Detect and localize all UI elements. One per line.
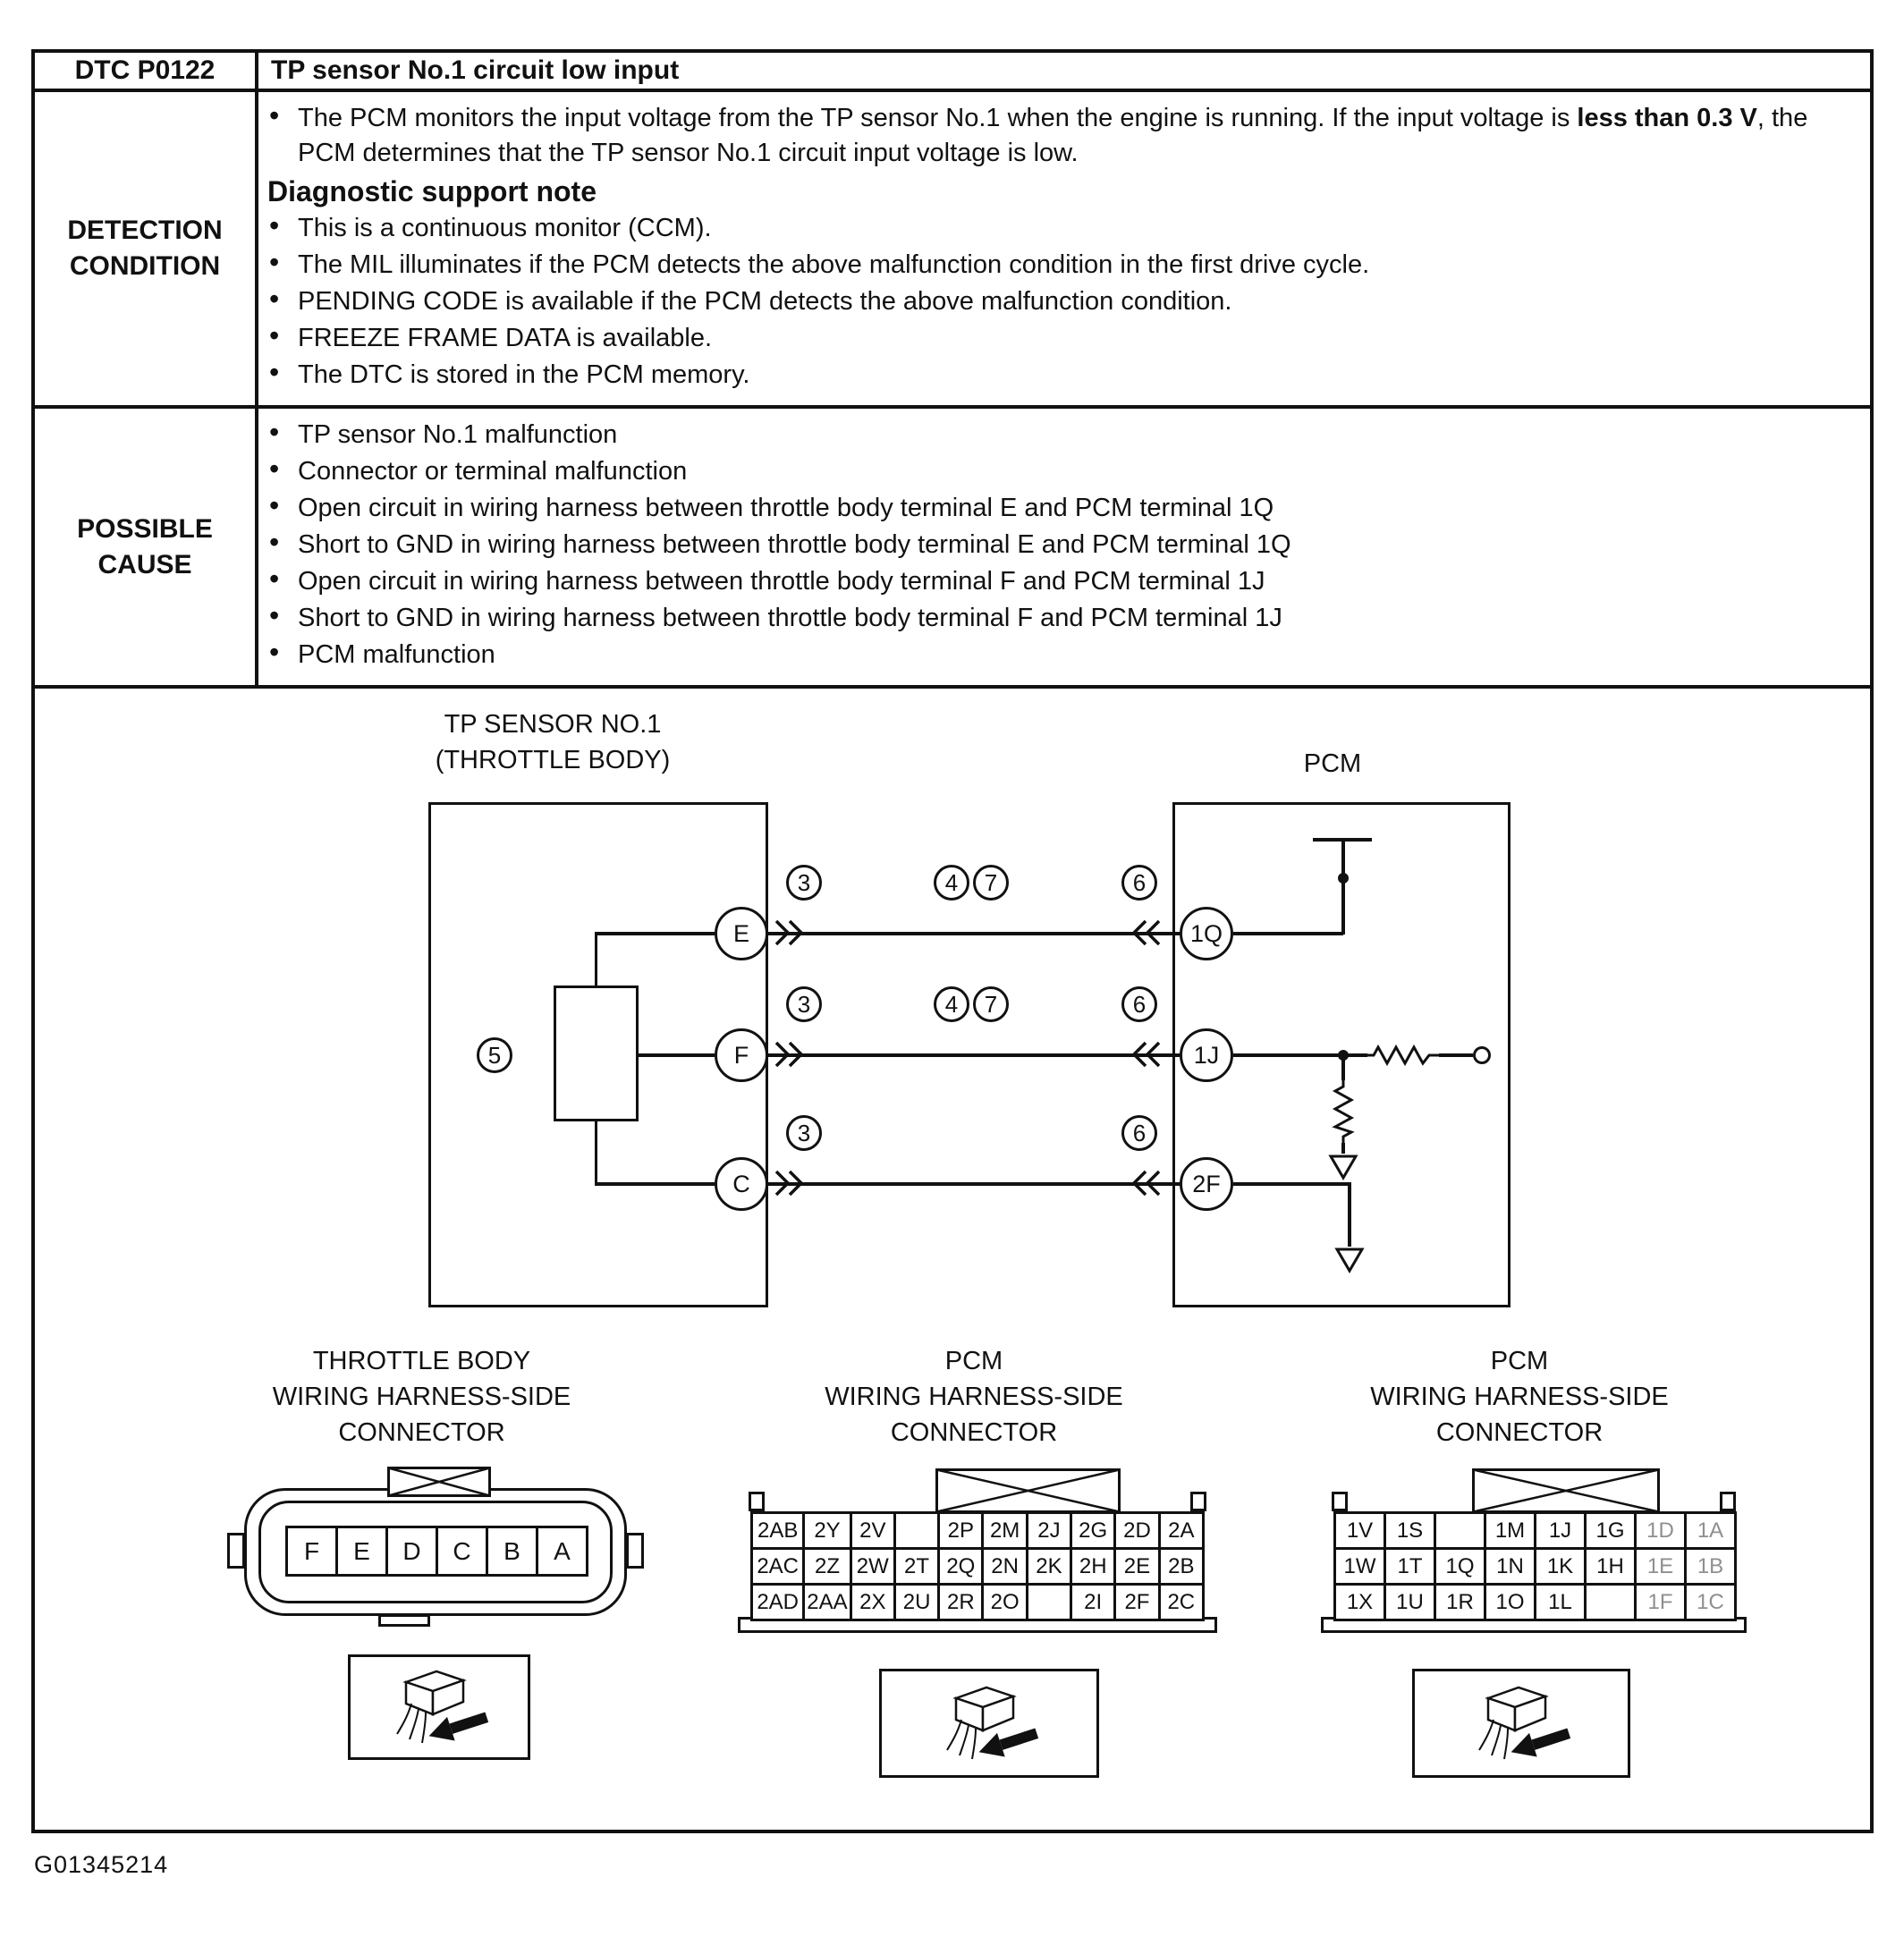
- callout-6: 6: [1121, 1115, 1157, 1151]
- bullet-item: [298, 101, 1859, 171]
- pin-cell-empty: [894, 1513, 938, 1549]
- bullet-item: • PCM malfunction: [298, 638, 1859, 672]
- possible-cause-bullet-list: [266, 418, 1859, 672]
- wire: [1348, 1184, 1351, 1247]
- diagnostic-support-note-heading: Diagnostic support note: [267, 175, 597, 207]
- callout-7: 7: [973, 865, 1009, 901]
- connector-notch: [1332, 1492, 1348, 1511]
- bullet-item: • PENDING CODE is available if the PCM detects the above malfunction condition.: [298, 284, 1859, 319]
- title-line: CONNECTOR: [890, 1418, 1058, 1447]
- title-line: WIRING HARNESS-SIDE: [1370, 1383, 1669, 1411]
- chevron-right-icon: [774, 918, 806, 947]
- pin-cell: 2AB: [752, 1513, 804, 1549]
- callout-5: 5: [477, 1037, 512, 1073]
- connector-view-icon: [931, 1679, 1047, 1768]
- wiring-diagram-cell: [33, 687, 1872, 1831]
- callout-6: 6: [1121, 986, 1157, 1022]
- pcm-label: PCM: [1303, 749, 1362, 778]
- pin-cell: 2J: [1027, 1513, 1070, 1549]
- keyway-icon: [1472, 1468, 1660, 1513]
- open-terminal-icon: [1473, 1046, 1491, 1064]
- bullet-item: • FREEZE FRAME DATA is available.: [298, 321, 1859, 356]
- pin-cell: 2I: [1071, 1585, 1115, 1620]
- pin-cell: 1C: [1686, 1585, 1736, 1620]
- pin-cell: A: [537, 1527, 588, 1576]
- detection-row: [33, 90, 1872, 407]
- pin-cell: D: [387, 1527, 437, 1576]
- bullet-item: • The DTC is stored in the PCM memory.: [298, 358, 1859, 393]
- pin-cell: 1Q: [1435, 1549, 1485, 1585]
- pcm2-connector-grid: [750, 1511, 1205, 1621]
- pin-cell: 2B: [1159, 1549, 1203, 1585]
- callout-4: 4: [934, 986, 969, 1022]
- title-line: THROTTLE BODY: [312, 1347, 531, 1375]
- pin-cell-empty: [1586, 1585, 1636, 1620]
- wire: [595, 1121, 597, 1184]
- pin-cell: 1D: [1636, 1513, 1686, 1549]
- ground-icon: [1334, 1247, 1365, 1273]
- pin-cell: 1W: [1335, 1549, 1385, 1585]
- bullet-item: • Connector or terminal malfunction: [298, 454, 1859, 489]
- title-line: PCM: [1490, 1347, 1549, 1375]
- wire-c-2f: [768, 1182, 1180, 1186]
- wire: [639, 1053, 715, 1057]
- connector-view-box: [1412, 1669, 1630, 1778]
- terminal-E: E: [715, 907, 768, 960]
- possible-cause-content: [257, 407, 1872, 687]
- dtc-title: TP sensor No.1 circuit low input: [257, 51, 1872, 90]
- figure-id: G01345214: [34, 1851, 169, 1878]
- wire: [1341, 1055, 1345, 1080]
- pin-cell: 2M: [983, 1513, 1027, 1549]
- wire: [1439, 1053, 1473, 1057]
- pin-cell: 2Q: [939, 1549, 983, 1585]
- pin-cell: 2A: [1159, 1513, 1203, 1549]
- pin-cell: 1L: [1536, 1585, 1586, 1620]
- wire: [1341, 1143, 1345, 1154]
- throttle-connector-grid: [285, 1526, 588, 1577]
- manual-page: [0, 49, 1904, 1937]
- throttle-connector-title: [236, 1343, 607, 1451]
- pin-cell: 2T: [894, 1549, 938, 1585]
- pin-cell: 2W: [850, 1549, 894, 1585]
- bullet-item: • This is a continuous monitor (CCM).: [298, 211, 1859, 246]
- title-line: CONNECTOR: [1435, 1418, 1604, 1447]
- possible-cause-label: [33, 407, 257, 687]
- bullet-item: • Short to GND in wiring harness between throttle body terminal E and PCM terminal 1Q: [298, 528, 1859, 562]
- connector-notch: [1720, 1492, 1736, 1511]
- sensor-label-line1: TP SENSOR NO.1: [444, 710, 662, 739]
- bullet-text-bold: less than 0.3 V: [1577, 104, 1757, 132]
- detection-bullet-list: [266, 211, 1859, 393]
- pin-cell-empty: [1435, 1513, 1485, 1549]
- detection-label: [33, 90, 257, 407]
- pin-cell: C: [437, 1527, 487, 1576]
- possible-cause-label-line2: CAUSE: [97, 549, 192, 579]
- sensor-element: [554, 985, 639, 1121]
- chevron-left-icon: [1130, 1169, 1162, 1197]
- title-line: PCM: [944, 1347, 1003, 1375]
- pin-cell: 1F: [1636, 1585, 1686, 1620]
- pin-cell: 2R: [939, 1585, 983, 1620]
- connector-notch: [749, 1492, 765, 1511]
- detection-label-line1: DETECTION: [67, 216, 223, 245]
- connector-view-box: [879, 1669, 1099, 1778]
- wire-f-1j: [768, 1053, 1180, 1057]
- pin-cell: 2F: [1115, 1585, 1159, 1620]
- pin-cell: 2K: [1027, 1549, 1070, 1585]
- detection-content: [257, 90, 1872, 407]
- chevron-right-icon: [774, 1169, 806, 1197]
- pcm2-connector-title: [786, 1343, 1162, 1451]
- bullet-text: , the PCM determines that the TP sensor No.1 circuit input voltage is low.: [298, 104, 1808, 167]
- wire: [1233, 932, 1343, 935]
- pin-cell: B: [487, 1527, 537, 1576]
- resistor-icon: [1332, 1080, 1355, 1143]
- wire: [1233, 1182, 1351, 1186]
- pin-cell: 2G: [1071, 1513, 1115, 1549]
- pin-cell: 2O: [983, 1585, 1027, 1620]
- wire: [1341, 841, 1345, 935]
- pin-cell: 1K: [1536, 1549, 1586, 1585]
- sensor-label-line2: (THROTTLE BODY): [435, 746, 671, 774]
- terminal-1J: 1J: [1180, 1028, 1233, 1082]
- wire-e-1q: [768, 932, 1180, 935]
- dtc-code: DTC P0122: [33, 51, 257, 90]
- detection-bullet-list: [266, 101, 1859, 171]
- wire: [595, 934, 597, 987]
- pin-cell: 2AA: [804, 1585, 850, 1620]
- pin-cell: 2Y: [804, 1513, 850, 1549]
- keyway-icon: [935, 1468, 1121, 1513]
- dtc-table: [31, 49, 1874, 1833]
- pin-cell: 1A: [1686, 1513, 1736, 1549]
- title-line: WIRING HARNESS-SIDE: [825, 1383, 1123, 1411]
- chevron-left-icon: [1130, 918, 1162, 947]
- terminal-1Q: 1Q: [1180, 907, 1233, 960]
- pcm1-connector-grid: [1333, 1511, 1737, 1621]
- pin-cell: 2AC: [752, 1549, 804, 1585]
- pin-cell: 2N: [983, 1549, 1027, 1585]
- chevron-left-icon: [1130, 1040, 1162, 1069]
- pin-cell: 2U: [894, 1585, 938, 1620]
- bullet-item: • Open circuit in wiring harness between throttle body terminal F and PCM terminal 1J: [298, 564, 1859, 599]
- pin-cell: 1R: [1435, 1585, 1485, 1620]
- pin-cell: 1M: [1485, 1513, 1536, 1549]
- power-rail-icon: [1313, 838, 1372, 842]
- pin-cell: 1O: [1485, 1585, 1536, 1620]
- callout-7: 7: [973, 986, 1009, 1022]
- connector-notch: [1190, 1492, 1206, 1511]
- callout-3: 3: [786, 1115, 822, 1151]
- pin-cell: 2V: [850, 1513, 894, 1549]
- pin-cell: 1V: [1335, 1513, 1385, 1549]
- pin-cell: E: [337, 1527, 387, 1576]
- pin-cell: 1B: [1686, 1549, 1736, 1585]
- connector-bottom-tab: [378, 1614, 430, 1627]
- pin-cell: 2Z: [804, 1549, 850, 1585]
- pin-cell: F: [287, 1527, 337, 1576]
- pin-cell: 2X: [850, 1585, 894, 1620]
- dtc-header-row: [33, 51, 1872, 90]
- connector-side-tab: [626, 1533, 644, 1569]
- pin-cell: 2E: [1115, 1549, 1159, 1585]
- detection-label-line2: CONDITION: [69, 251, 221, 281]
- pin-cell: 2D: [1115, 1513, 1159, 1549]
- resistor-icon: [1367, 1044, 1439, 1067]
- pin-cell: 1G: [1586, 1513, 1636, 1549]
- possible-cause-label-line1: POSSIBLE: [77, 513, 213, 544]
- bullet-item: • Short to GND in wiring harness between throttle body terminal F and PCM terminal 1J: [298, 601, 1859, 636]
- possible-cause-row: [33, 407, 1872, 687]
- wiring-diagram-row: [33, 687, 1872, 1831]
- connector-view-box: [348, 1654, 530, 1760]
- bullet-text: The PCM monitors the input voltage from the TP sensor No.1 when the engine is running. If the input voltage is: [298, 104, 1578, 132]
- pcm1-connector-title: [1332, 1343, 1707, 1451]
- title-line: CONNECTOR: [338, 1418, 505, 1447]
- bullet-item: • The MIL illuminates if the PCM detects the above malfunction condition in the first drive cycle.: [298, 248, 1859, 283]
- wire: [595, 932, 715, 935]
- sensor-label: [419, 706, 687, 778]
- pin-cell: 1E: [1636, 1549, 1686, 1585]
- pin-cell-empty: [1027, 1585, 1070, 1620]
- title-line: WIRING HARNESS-SIDE: [272, 1383, 571, 1411]
- callout-3: 3: [786, 865, 822, 901]
- bullet-item: • Open circuit in wiring harness between throttle body terminal E and PCM terminal 1Q: [298, 491, 1859, 526]
- junction-dot: [1338, 873, 1349, 884]
- ground-icon: [1328, 1154, 1358, 1180]
- pin-cell: 1X: [1335, 1585, 1385, 1620]
- pin-cell: 1T: [1385, 1549, 1435, 1585]
- terminal-2F: 2F: [1180, 1157, 1233, 1211]
- pin-cell: 1J: [1536, 1513, 1586, 1549]
- chevron-right-icon: [774, 1040, 806, 1069]
- pin-cell: 1H: [1586, 1549, 1636, 1585]
- pin-cell: 1S: [1385, 1513, 1435, 1549]
- terminal-C: C: [715, 1157, 768, 1211]
- pin-cell: 2AD: [752, 1585, 804, 1620]
- wiring-diagram: [35, 689, 1870, 1830]
- connector-view-icon: [1463, 1679, 1579, 1768]
- pin-cell: 1N: [1485, 1549, 1536, 1585]
- connector-side-tab: [227, 1533, 245, 1569]
- pin-cell: 1U: [1385, 1585, 1435, 1620]
- wire: [595, 1182, 715, 1186]
- callout-4: 4: [934, 865, 969, 901]
- pin-cell: 2H: [1071, 1549, 1115, 1585]
- pin-cell: 2C: [1159, 1585, 1203, 1620]
- callout-6: 6: [1121, 865, 1157, 901]
- connector-view-icon: [381, 1662, 497, 1752]
- pin-cell: 2P: [939, 1513, 983, 1549]
- keyway-icon: [387, 1467, 491, 1497]
- callout-3: 3: [786, 986, 822, 1022]
- terminal-F: F: [715, 1028, 768, 1082]
- bullet-item: • TP sensor No.1 malfunction: [298, 418, 1859, 453]
